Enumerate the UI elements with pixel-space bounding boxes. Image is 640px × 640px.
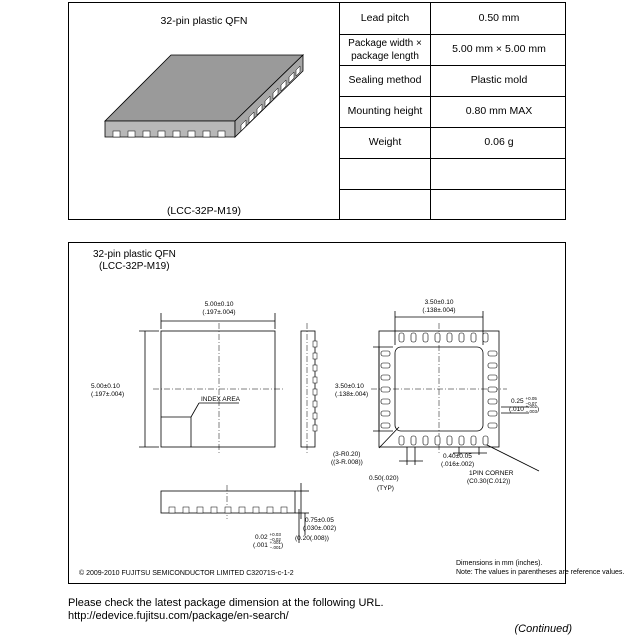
standoff-inch-tol-plus: +.001: [269, 540, 282, 545]
standoff-inch-value: (.001: [253, 542, 268, 550]
lead-width-inch-tolerance: [525, 404, 540, 414]
standoff-inch-tolerance: [269, 540, 284, 550]
lead-width-dim-inch: [509, 405, 539, 414]
row-value: [431, 158, 567, 189]
dimension-units-note: Dimensions in mm (inches).: [456, 560, 543, 567]
top-width-dim-inch: (.197±.004): [202, 309, 236, 316]
package-title: 32-pin plastic QFN: [160, 15, 248, 27]
pad-height-dim-inch: (.138±.004): [335, 391, 369, 398]
drawing-code: (LCC-32P-M19): [99, 261, 170, 272]
standoff-tol-minus: −0.02: [269, 536, 281, 542]
left-height-dim: 5.00±0.10: [91, 383, 120, 390]
corner-radius-dim: (3-R0.20): [333, 451, 361, 458]
package-dimension-drawing: [68, 242, 625, 584]
row-value: 0.80 mm MAX: [465, 105, 533, 117]
pitch-typ: (TYP): [377, 485, 394, 492]
standoff-inch-close: ): [281, 542, 284, 550]
continued-label: (Continued): [514, 623, 572, 635]
pin1-corner-chamfer: (C0.30(C.012)): [467, 478, 511, 485]
standoff-dim-inch: [253, 541, 283, 550]
lead-width-inch-value: (.010: [509, 406, 524, 414]
row-label: Mounting height: [347, 105, 423, 117]
pad-width-dim: 3.50±0.10: [424, 299, 454, 306]
lead-width-inch-close: ): [537, 406, 540, 414]
row-value: 5.00 mm × 5.00 mm: [452, 43, 546, 55]
standoff-tol-plus: +0.03: [269, 532, 281, 537]
height-dim-inch: (.030±.002): [303, 525, 337, 532]
row-value: 0.50 mm: [478, 12, 520, 24]
lead-width-value: 0.25: [511, 398, 524, 406]
row-label: [340, 189, 430, 219]
standoff-value: 0.02: [255, 534, 268, 542]
package-3d-illustration: [97, 37, 311, 177]
pad-width-dim-inch: (.138±.004): [422, 307, 456, 314]
dimension-linework: [69, 243, 567, 585]
row-value: [431, 189, 567, 219]
package-url-link[interactable]: http://edevice.fujitsu.com/package/en-search/: [68, 610, 289, 622]
reference-values-note: Note: The values in parentheses are reference values.: [456, 569, 625, 576]
drawing-title: 32-pin plastic QFN: [93, 249, 176, 260]
index-area-label: INDEX AREA: [201, 396, 241, 403]
row-label: [340, 158, 430, 189]
lead-width-inch-tol-minus: −.003: [525, 408, 538, 414]
lead-length-dim: 0.40±0.05: [443, 453, 472, 460]
pin1-corner-label: 1PIN CORNER: [469, 470, 514, 477]
copyright-line: © 2009-2010 FUJITSU SEMICONDUCTOR LIMITED C32071S-c-1-2: [79, 570, 294, 577]
lead-width-tol-minus: −0.07: [525, 400, 537, 406]
corner-radius-dim-inch: ((3-R.008)): [331, 459, 363, 466]
package-summary-table: [68, 2, 566, 220]
left-height-dim-inch: (.197±.004): [91, 391, 125, 398]
lead-length-dim-inch: (.016±.002): [441, 461, 475, 468]
lead-width-tol-plus: +0.05: [525, 396, 537, 401]
frame-dim: (0.20(.008)): [295, 535, 329, 542]
url-instruction: Please check the latest package dimension at the following URL.: [68, 597, 384, 609]
index-area-outline: [161, 417, 191, 447]
standoff-inch-tol-minus: −.001: [269, 544, 282, 550]
row-label: Weight: [368, 136, 402, 148]
row-label: Lead pitch: [360, 12, 410, 24]
pad-height-dim: 3.50±0.10: [335, 383, 364, 390]
row-value: Plastic mold: [470, 74, 528, 86]
pitch-dim: 0.50(.020): [369, 475, 399, 482]
row-label: Sealing method: [348, 74, 422, 86]
row-value: 0.06 g: [484, 136, 514, 148]
package-code: (LCC-32P-M19): [166, 205, 242, 217]
lead-width-inch-tol-plus: +.002: [525, 404, 538, 409]
top-width-dim: 5.00±0.10: [204, 301, 234, 308]
height-dim: 0.75±0.05: [305, 517, 334, 524]
row-label: Package width × package length: [348, 37, 422, 62]
